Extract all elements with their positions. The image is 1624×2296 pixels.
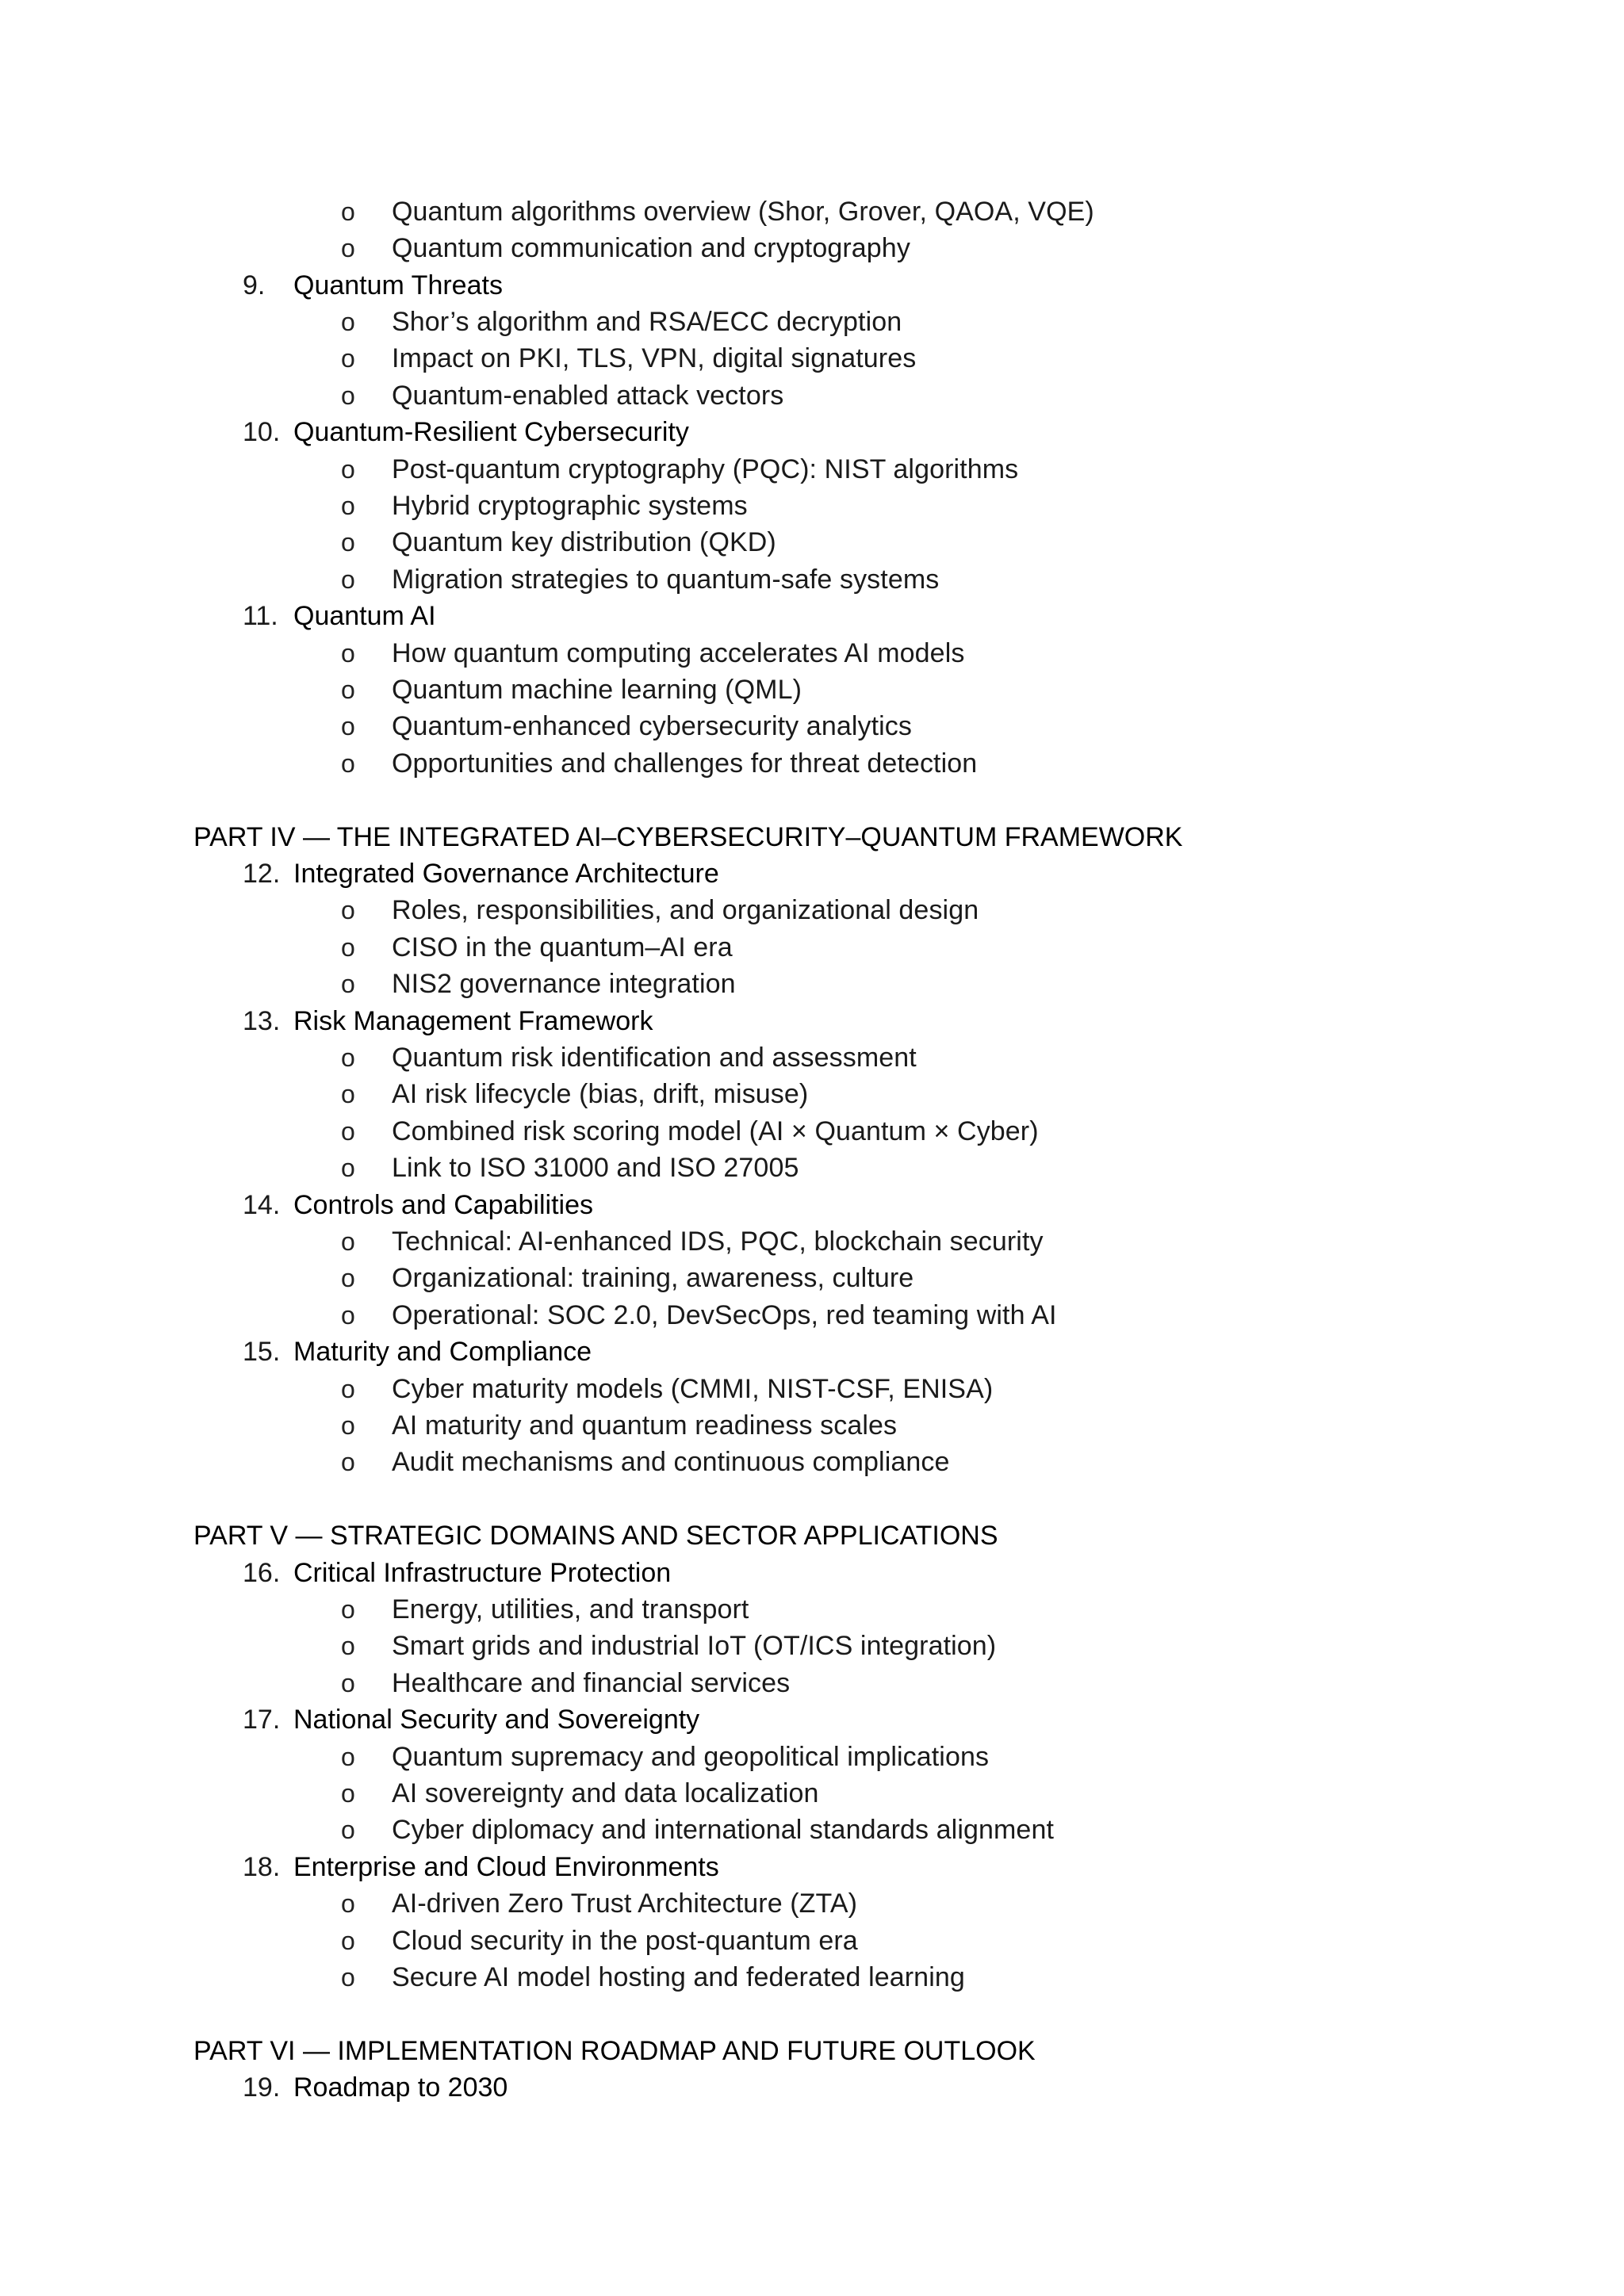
item-title: Integrated Governance Architecture	[293, 859, 719, 889]
bullet-text: CISO in the quantum–AI era	[392, 932, 733, 962]
item-title: Quantum Threats	[293, 270, 503, 300]
list-item	[0, 708, 1624, 744]
list-item	[0, 1885, 1624, 1922]
bullet-marker: o	[341, 1595, 355, 1624]
item-number: 15.	[243, 1337, 281, 1368]
bullet-text: Cyber diplomacy and international standards alignment	[392, 1815, 1054, 1846]
bullet-marker: o	[341, 1227, 355, 1256]
item-title: Roadmap to 2030	[293, 2072, 508, 2103]
list-item	[0, 1039, 1624, 1076]
bullet-text: Technical: AI-enhanced IDS, PQC, blockchain security	[392, 1226, 1044, 1257]
item-title: Maturity and Compliance	[293, 1337, 592, 1368]
numbered-item-line	[0, 1187, 1624, 1223]
list-item	[0, 1223, 1624, 1260]
numbered-item-line	[0, 267, 1624, 304]
bullet-marker: o	[341, 1632, 355, 1661]
bullet-marker: o	[341, 197, 355, 226]
list-item	[0, 1665, 1624, 1701]
bullet-text: Quantum risk identification and assessment	[392, 1043, 917, 1073]
bullet-marker: o	[341, 564, 355, 594]
list-item	[0, 193, 1624, 230]
item-title: Enterprise and Cloud Environments	[293, 1851, 719, 1882]
list-item	[0, 745, 1624, 782]
bullet-text: Cloud security in the post-quantum era	[392, 1925, 858, 1956]
list-item	[0, 635, 1624, 672]
bullet-text: Combined risk scoring model (AI × Quantum × Cyber)	[392, 1115, 1039, 1146]
list-item	[0, 1591, 1624, 1628]
bullet-text: Smart grids and industrial IoT (OT/ICS integration)	[392, 1631, 997, 1662]
item-number: 13.	[243, 1005, 281, 1036]
list-item	[0, 1076, 1624, 1112]
bullet-marker: o	[341, 1963, 355, 1992]
bullet-marker: o	[341, 492, 355, 520]
item-number: 18.	[243, 1851, 281, 1882]
bullet-marker: o	[341, 896, 355, 925]
bullet-text: AI sovereignty and data localization	[392, 1778, 819, 1808]
list-item	[0, 1113, 1624, 1150]
bullet-text: Quantum supremacy and geopolitical implications	[392, 1741, 990, 1772]
bullet-marker: o	[341, 1742, 355, 1771]
item-title: Quantum AI	[293, 601, 436, 632]
bullet-marker: o	[341, 1926, 355, 1955]
numbered-item-line	[0, 1849, 1624, 1885]
bullet-text: How quantum computing accelerates AI models	[392, 637, 965, 668]
part-heading: PART VI — IMPLEMENTATION ROADMAP AND FUTURE OUTLOOK	[193, 2035, 1036, 2066]
bullet-marker: o	[341, 454, 355, 484]
bullet-marker: o	[341, 308, 355, 336]
item-title: Controls and Capabilities	[293, 1189, 593, 1220]
item-number: 16.	[243, 1557, 281, 1588]
bullet-text: Roles, responsibilities, and organizational design	[392, 895, 979, 926]
list-item	[0, 1260, 1624, 1296]
numbered-item-line	[0, 855, 1624, 892]
item-number: 12.	[243, 859, 281, 889]
bullet-text: Quantum communication and cryptography	[392, 233, 910, 264]
item-number: 11.	[243, 601, 278, 632]
bullet-marker: o	[341, 528, 355, 557]
part-heading: PART V — STRATEGIC DOMAINS AND SECTOR APPLICATIONS	[193, 1521, 998, 1552]
list-item	[0, 230, 1624, 266]
list-item	[0, 1628, 1624, 1664]
bullet-text: Operational: SOC 2.0, DevSecOps, red teaming with AI	[392, 1299, 1057, 1330]
bullet-text: Migration strategies to quantum-safe systems	[392, 564, 940, 595]
bullet-text: NIS2 governance integration	[392, 969, 736, 1000]
list-item	[0, 488, 1624, 524]
bullet-text: Quantum-enabled attack vectors	[392, 380, 784, 411]
bullet-marker: o	[341, 1080, 355, 1109]
bullet-text: AI risk lifecycle (bias, drift, misuse)	[392, 1079, 809, 1110]
part-heading-line	[0, 1517, 1624, 1554]
list-item	[0, 1407, 1624, 1444]
numbered-item-line	[0, 1555, 1624, 1591]
list-item	[0, 929, 1624, 966]
bullet-marker: o	[341, 748, 355, 778]
item-title: Critical Infrastructure Protection	[293, 1557, 672, 1588]
bullet-text: Shor’s algorithm and RSA/ECC decryption	[392, 307, 902, 337]
list-item	[0, 304, 1624, 340]
bullet-text: Link to ISO 31000 and ISO 27005	[392, 1153, 799, 1184]
item-number: 10.	[243, 417, 281, 448]
list-item	[0, 1371, 1624, 1407]
list-item	[0, 377, 1624, 414]
list-item	[0, 1775, 1624, 1812]
bullet-marker: o	[341, 970, 355, 999]
bullet-text: AI maturity and quantum readiness scales	[392, 1410, 898, 1441]
list-item	[0, 561, 1624, 598]
list-item	[0, 1150, 1624, 1186]
bullet-text: Quantum machine learning (QML)	[392, 675, 802, 705]
bullet-text: Post-quantum cryptography (PQC): NIST algorithms	[392, 453, 1019, 484]
part-heading-line	[0, 2033, 1624, 2069]
bullet-marker: o	[341, 1889, 355, 1919]
bullet-marker: o	[341, 1448, 355, 1477]
bullet-marker: o	[341, 1411, 355, 1440]
bullet-marker: o	[341, 1043, 355, 1072]
item-number: 9.	[243, 270, 266, 300]
bullet-marker: o	[341, 1816, 355, 1845]
bullet-marker: o	[341, 1779, 355, 1808]
bullet-text: Secure AI model hosting and federated learning	[392, 1962, 965, 1992]
item-title: Quantum-Resilient Cybersecurity	[293, 417, 689, 448]
bullet-text: Healthcare and financial services	[392, 1667, 791, 1698]
bullet-marker: o	[341, 234, 355, 263]
list-item	[0, 892, 1624, 928]
list-item	[0, 1297, 1624, 1334]
list-item	[0, 524, 1624, 561]
item-title: National Security and Sovereignty	[293, 1705, 700, 1735]
bullet-marker: o	[341, 1264, 355, 1293]
bullet-text: Cyber maturity models (CMMI, NIST-CSF, ENISA)	[392, 1373, 994, 1404]
item-number: 17.	[243, 1705, 281, 1735]
bullet-marker: o	[341, 1374, 355, 1403]
numbered-item-line	[0, 1003, 1624, 1039]
part-heading: PART IV — THE INTEGRATED AI–CYBERSECURITY–QUANTUM FRAMEWORK	[193, 821, 1183, 852]
list-item	[0, 672, 1624, 708]
bullet-marker: o	[341, 638, 355, 668]
bullet-text: Energy, utilities, and transport	[392, 1594, 749, 1624]
numbered-item-line	[0, 1334, 1624, 1370]
bullet-marker: o	[341, 1154, 355, 1183]
bullet-marker: o	[341, 932, 355, 962]
bullet-text: AI-driven Zero Trust Architecture (ZTA)	[392, 1888, 858, 1919]
list-item	[0, 1444, 1624, 1480]
bullet-marker: o	[341, 1300, 355, 1330]
list-item	[0, 1812, 1624, 1848]
item-number: 19.	[243, 2072, 281, 2103]
bullet-marker: o	[341, 675, 355, 704]
bullet-marker: o	[341, 1668, 355, 1697]
bullet-text: Hybrid cryptographic systems	[392, 491, 748, 521]
numbered-item-line	[0, 598, 1624, 634]
list-item	[0, 1739, 1624, 1775]
bullet-marker: o	[341, 344, 355, 373]
list-item	[0, 966, 1624, 1002]
list-item	[0, 340, 1624, 377]
bullet-text: Quantum-enhanced cybersecurity analytics	[392, 711, 912, 742]
part-heading-line	[0, 819, 1624, 855]
list-item	[0, 1923, 1624, 1959]
list-item	[0, 451, 1624, 488]
numbered-item-line	[0, 1701, 1624, 1738]
bullet-text: Impact on PKI, TLS, VPN, digital signatures	[392, 343, 917, 374]
bullet-text: Quantum algorithms overview (Shor, Grover, QAOA, VQE)	[392, 196, 1094, 227]
numbered-item-line	[0, 414, 1624, 450]
item-title: Risk Management Framework	[293, 1005, 653, 1036]
bullet-marker: o	[341, 1116, 355, 1146]
item-number: 14.	[243, 1189, 281, 1220]
bullet-text: Opportunities and challenges for threat detection	[392, 748, 978, 779]
numbered-item-line	[0, 2069, 1624, 2106]
bullet-marker: o	[341, 712, 355, 741]
bullet-text: Audit mechanisms and continuous compliance	[392, 1447, 950, 1478]
bullet-text: Quantum key distribution (QKD)	[392, 527, 776, 558]
bullet-marker: o	[341, 381, 355, 410]
bullet-text: Organizational: training, awareness, culture	[392, 1263, 914, 1294]
list-item	[0, 1959, 1624, 1996]
